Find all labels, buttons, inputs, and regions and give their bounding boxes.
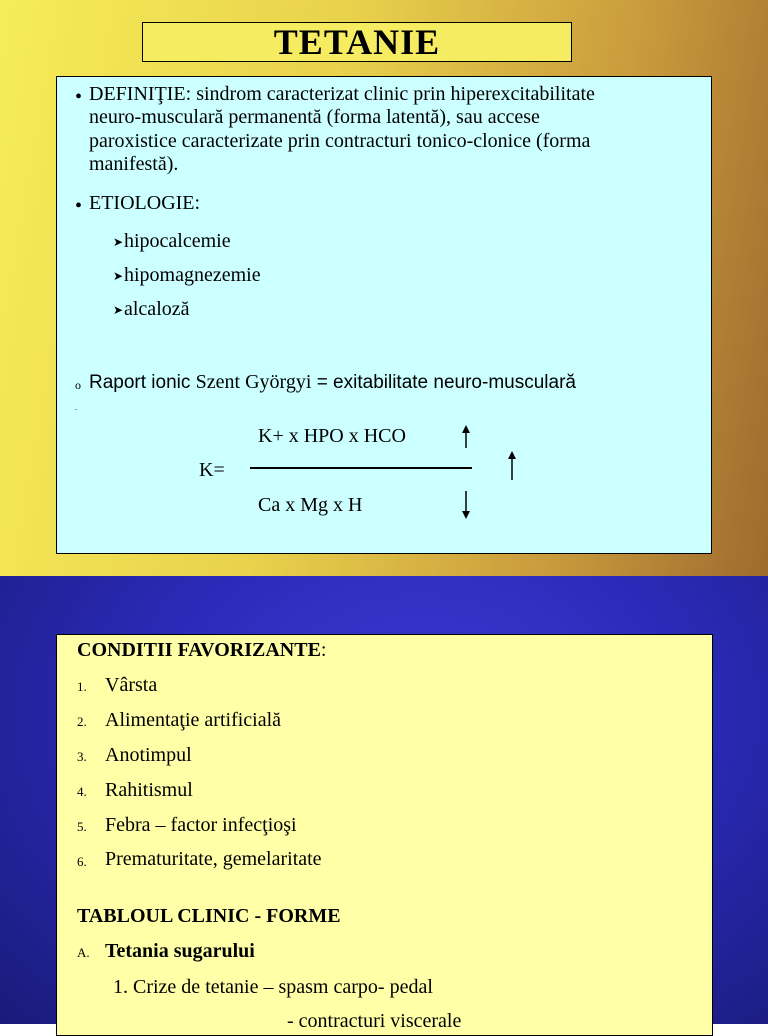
- etiology-item: hipocalcemie: [124, 230, 231, 252]
- clinical-title: TABLOUL CLINIC - FORME: [77, 905, 341, 927]
- ratio-name: Szent Györgyi: [195, 371, 312, 393]
- conditions-title: [77, 639, 326, 662]
- condition-item: Prematuritate, gemelaritate: [105, 848, 322, 870]
- definition-line-2: neuro-musculară permanentă (forma latentă), sau accese: [89, 106, 540, 128]
- list-number: 3.: [77, 749, 87, 764]
- arrow-bullet-icon: ➤: [113, 235, 124, 249]
- title-box: [142, 22, 572, 62]
- condition-item: Rahitismul: [105, 779, 193, 801]
- condition-item: Febra – factor infecţioşi: [105, 814, 297, 836]
- etiology-item: hipomagnezemie: [124, 264, 261, 286]
- arrow-up-icon: [460, 425, 472, 449]
- ratio-line: [89, 371, 576, 394]
- arrow-bullet-icon: ➤: [113, 269, 124, 283]
- etiology-label: ETIOLOGIE:: [89, 192, 201, 214]
- definition-line-1: DEFINIŢIE: sindrom caracterizat clinic prin hiperexcitabilitate: [89, 83, 595, 105]
- condition-item: Alimentaţie artificială: [105, 709, 282, 731]
- bullet-icon: •: [75, 195, 83, 217]
- list-number: 2.: [77, 714, 87, 729]
- ratio-prefix: Raport ionic: [89, 372, 191, 393]
- list-number: 5.: [77, 819, 87, 834]
- dot-marker: .: [75, 403, 77, 412]
- bullet-icon: •: [75, 86, 83, 108]
- form-letter: A.: [77, 945, 90, 960]
- etiology-item: alcaloză: [124, 298, 190, 320]
- list-number: 4.: [77, 784, 87, 799]
- arrow-down-icon: [460, 491, 472, 519]
- definition-panel: [56, 76, 712, 554]
- definition-line-3: paroxistice caracterizate prin contracturi tonico-clonice (forma: [89, 130, 591, 152]
- conditions-title-text: CONDITII FAVORIZANTE: [77, 639, 321, 661]
- condition-item: Anotimpul: [105, 744, 192, 766]
- formula-numerator: K+ x HPO x HCO: [258, 425, 406, 447]
- arrow-up-icon: [506, 451, 518, 481]
- formula-lhs: K=: [199, 459, 225, 481]
- form-item: 1. Crize de tetanie – spasm carpo- pedal: [113, 976, 433, 998]
- list-number: 1.: [77, 679, 87, 694]
- list-number: 6.: [77, 854, 87, 869]
- ratio-suffix: = exitabilitate neuro-musculară: [316, 372, 576, 393]
- fraction-bar: [250, 467, 472, 469]
- conditions-panel: [56, 634, 713, 1036]
- slide-title: TETANIE: [273, 22, 441, 62]
- formula-denominator: Ca x Mg x H: [258, 494, 363, 516]
- conditions-title-colon: :: [320, 639, 327, 661]
- definition-line-4: manifestă).: [89, 153, 179, 175]
- circle-bullet-icon: o: [75, 378, 81, 392]
- arrow-bullet-icon: ➤: [113, 303, 124, 317]
- form-title: Tetania sugarului: [105, 940, 255, 962]
- form-item-continuation: - contracturi viscerale: [287, 1010, 462, 1032]
- condition-item: Vârsta: [105, 674, 158, 696]
